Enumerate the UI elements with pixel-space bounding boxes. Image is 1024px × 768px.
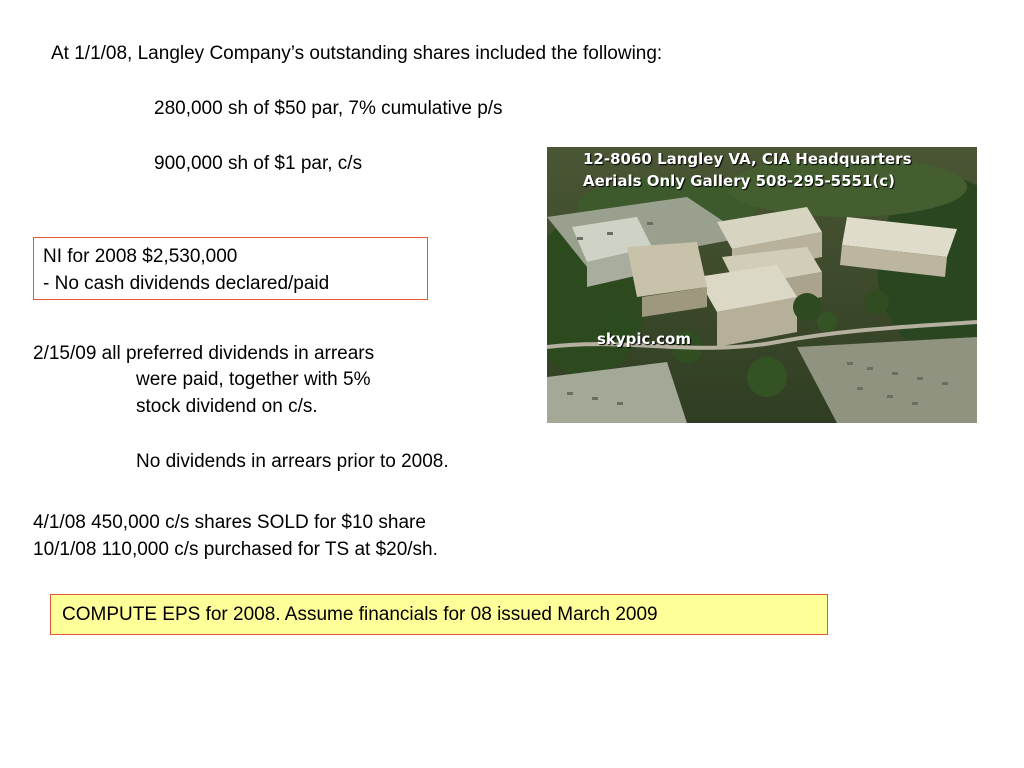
dividend-paid-text-cont1: were paid, together with 5% [136,369,371,390]
photo-caption-line1: 12-8060 Langley VA, CIA Headquarters [583,150,912,168]
no-arrears-text: No dividends in arrears prior to 2008. [136,451,449,472]
preferred-shares-text: 280,000 sh of $50 par, 7% cumulative p/s [154,98,503,119]
compute-eps-box [50,594,828,635]
dividend-paid-text: 2/15/09 all preferred dividends in arrears [33,343,375,364]
cia-headquarters-aerial-photo [547,147,977,423]
net-income-box [33,237,428,300]
shares-sold-text: 4/1/08 450,000 c/s shares SOLD for $10 share [33,512,426,533]
photo-watermark: skypic.com [597,330,691,348]
net-income-text: NI for 2008 $2,530,000 [43,246,238,267]
compute-eps-text: COMPUTE EPS for 2008. Assume financials for 08 issued March 2009 [62,604,658,625]
treasury-stock-text: 10/1/08 110,000 c/s purchased for TS at $20/sh. [33,539,438,560]
common-shares-text: 900,000 sh of $1 par, c/s [154,153,363,174]
dividend-paid-text-cont2: stock dividend on c/s. [136,396,318,417]
no-dividends-text: - No cash dividends declared/paid [43,273,330,294]
photo-caption-line2: Aerials Only Gallery 508-295-5551(c) [583,172,896,190]
intro-heading: At 1/1/08, Langley Company’s outstanding shares included the following: [51,43,663,64]
